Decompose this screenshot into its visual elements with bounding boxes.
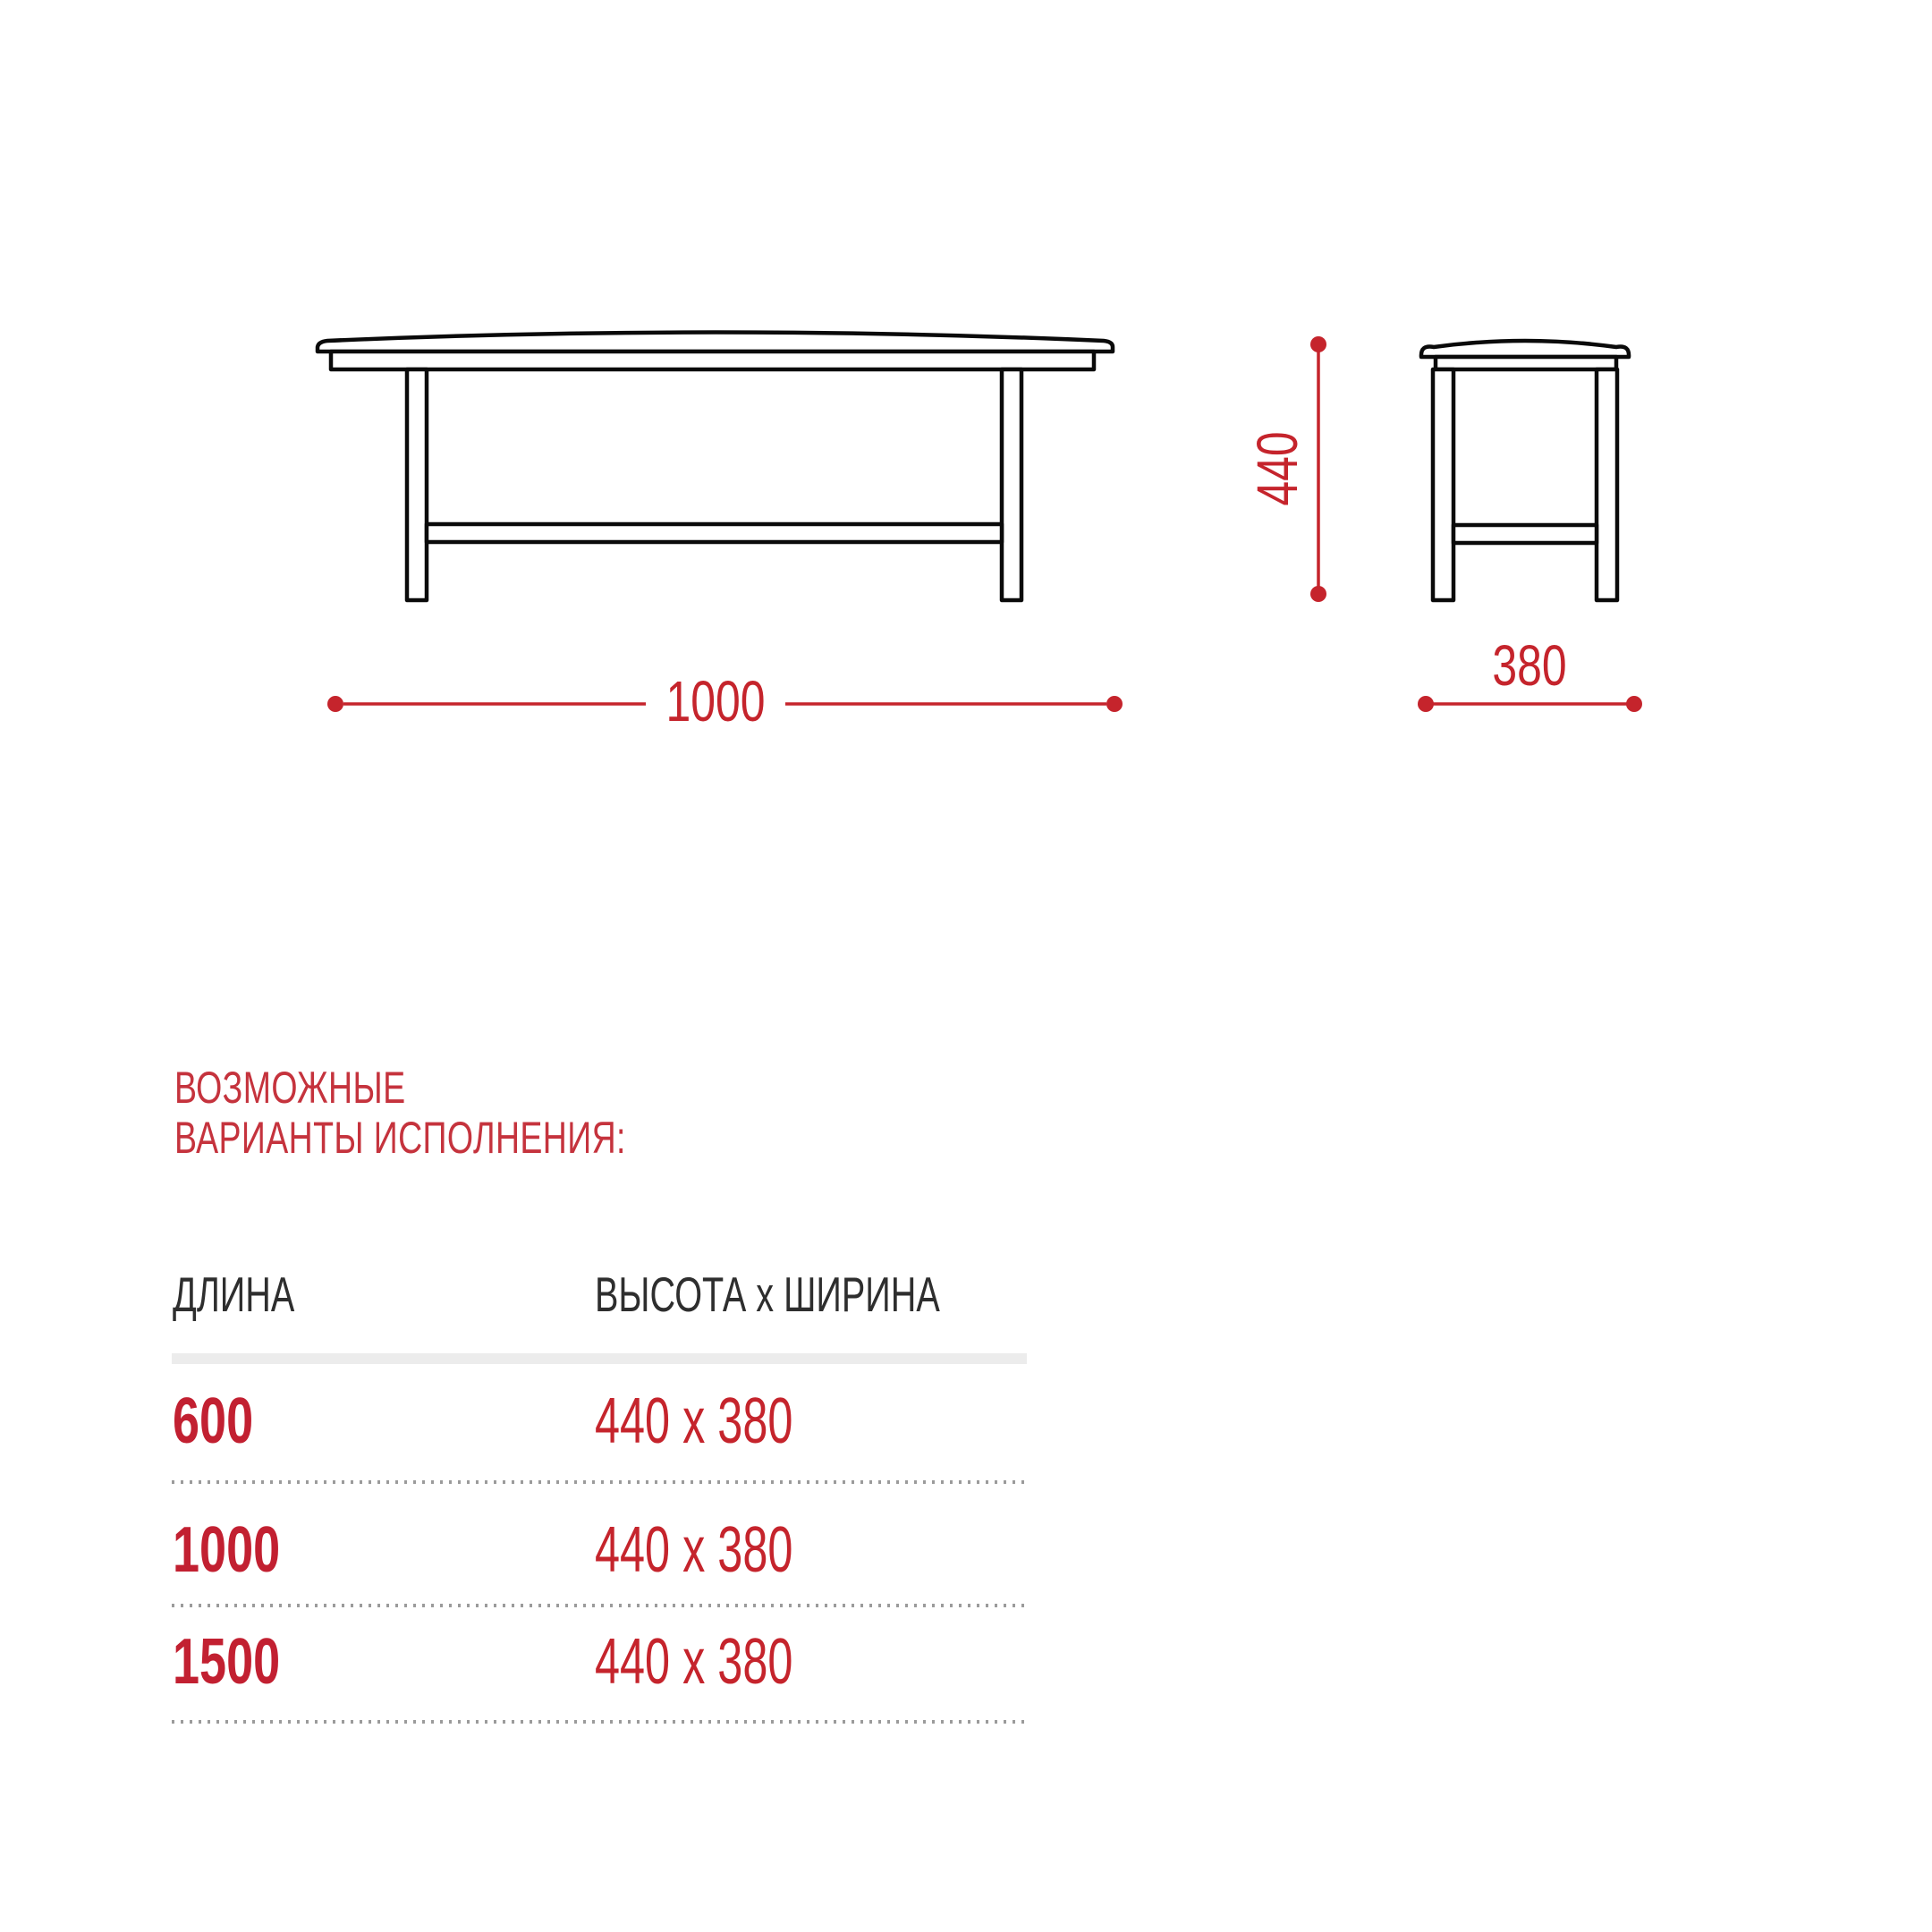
dimension-height-label: 440 bbox=[1246, 431, 1310, 506]
variants-heading-line2: ВАРИАНТЫ ИСПОЛНЕНИЯ: bbox=[174, 1113, 626, 1163]
row-dimensions-value: 440 x 380 bbox=[595, 1514, 793, 1586]
side-leg-left bbox=[1433, 369, 1453, 600]
bench-side-view bbox=[1421, 341, 1629, 600]
row-length-value: 600 bbox=[173, 1385, 254, 1457]
column-header-dimensions: ВЫСОТА x ШИРИНА bbox=[595, 1267, 940, 1322]
variants-heading-line1: ВОЗМОЖНЫЕ bbox=[174, 1063, 406, 1113]
side-stretcher bbox=[1453, 525, 1597, 543]
front-seat bbox=[318, 333, 1113, 352]
table-header-separator bbox=[172, 1353, 1027, 1364]
variants-heading bbox=[174, 1063, 626, 1163]
table-row bbox=[173, 1626, 1067, 1698]
dimension-depth-label: 380 bbox=[1492, 634, 1567, 699]
dimension-depth-endpoint-right bbox=[1626, 696, 1642, 712]
dimension-height-endpoint-top bbox=[1310, 336, 1326, 352]
dimension-height bbox=[1246, 336, 1326, 602]
side-seat bbox=[1421, 341, 1629, 357]
technical-drawing bbox=[0, 0, 1932, 805]
dimension-height-endpoint-bottom bbox=[1310, 586, 1326, 602]
side-leg-right bbox=[1597, 369, 1617, 600]
dimension-depth-endpoint-left bbox=[1418, 696, 1434, 712]
row-dimensions-value: 440 x 380 bbox=[595, 1626, 793, 1698]
front-leg-left bbox=[407, 369, 427, 600]
row-separator bbox=[172, 1720, 1027, 1724]
front-stretcher bbox=[427, 524, 1002, 542]
column-header-length: ДЛИНА bbox=[173, 1267, 295, 1322]
row-length-value: 1000 bbox=[173, 1514, 281, 1586]
table-row bbox=[173, 1514, 1067, 1586]
row-length-value: 1500 bbox=[173, 1626, 281, 1698]
row-separator bbox=[172, 1604, 1027, 1607]
row-separator bbox=[172, 1480, 1027, 1484]
row-dimensions-value: 440 x 380 bbox=[595, 1385, 793, 1457]
front-leg-right bbox=[1002, 369, 1021, 600]
bench-front-view bbox=[318, 333, 1113, 601]
dimension-length bbox=[327, 670, 1123, 733]
dimension-length-label: 1000 bbox=[665, 670, 766, 734]
dimension-length-endpoint-right bbox=[1106, 696, 1123, 712]
dimension-length-endpoint-left bbox=[327, 696, 343, 712]
front-apron bbox=[331, 352, 1094, 369]
side-apron bbox=[1436, 357, 1616, 369]
dimension-depth bbox=[1418, 634, 1642, 712]
table-row bbox=[173, 1385, 1067, 1457]
